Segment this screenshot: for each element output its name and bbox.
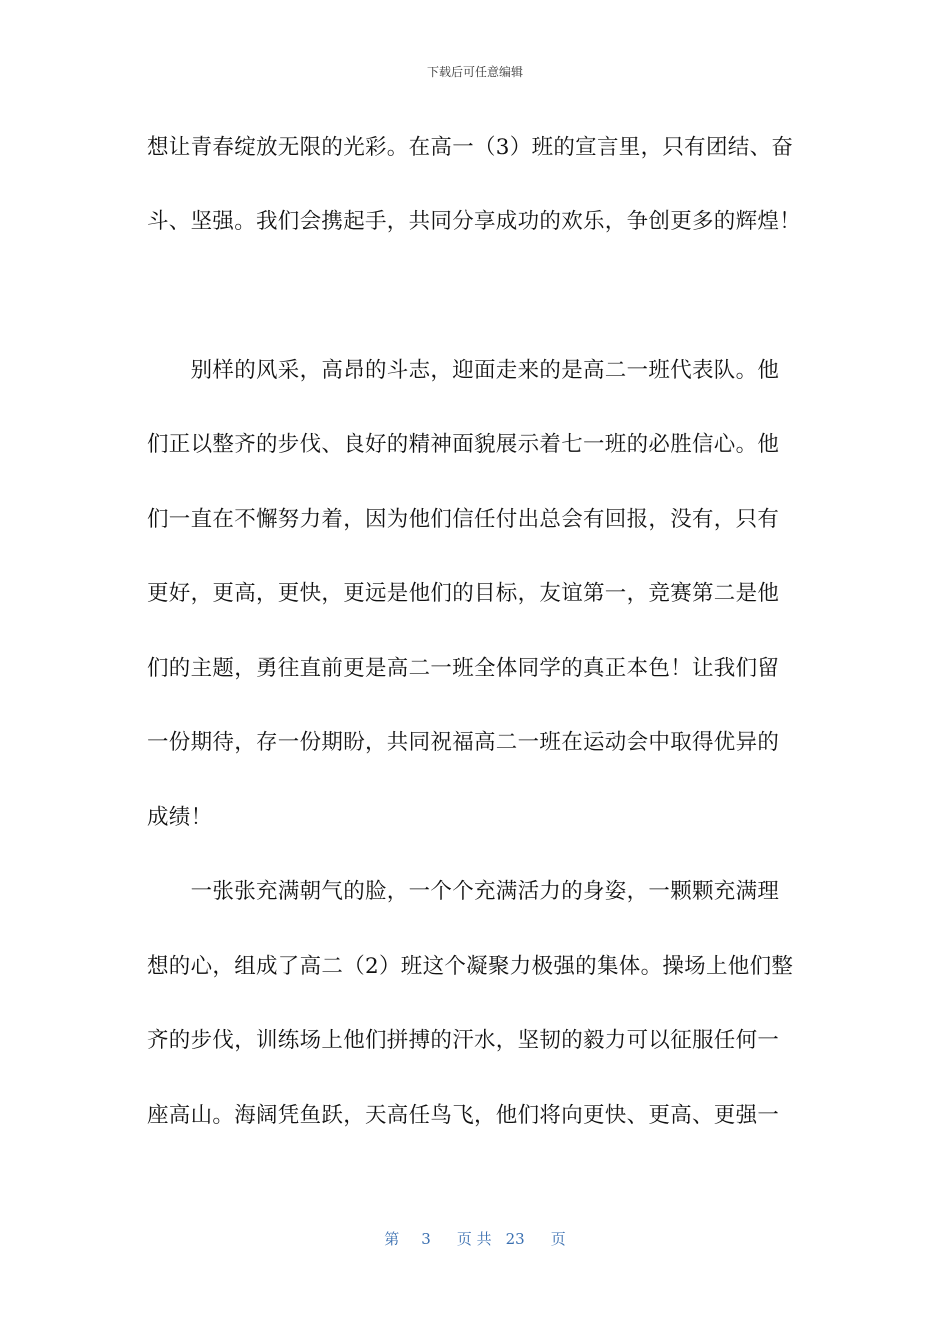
footer-total-pages: 23: [505, 1230, 525, 1248]
body-line: 们一直在不懈努力着，因为他们信任付出总会有回报，没有，只有: [147, 507, 780, 532]
body-line: 别样的风采，高昂的斗志，迎面走来的是高二一班代表队。他: [147, 358, 780, 383]
body-line: 一份期待，存一份期盼，共同祝福高二一班在运动会中取得优异的: [147, 730, 780, 755]
footer-page-number: 3: [421, 1230, 431, 1248]
body-line: 更好，更高，更快，更远是他们的目标，友谊第一，竞赛第二是他: [147, 581, 780, 606]
body-line: 想的心，组成了高二（2）班这个凝聚力极强的集体。操场上他们整: [147, 954, 794, 979]
body-line: 们的主题，勇往直前更是高二一班全体同学的真正本色！让我们留: [147, 656, 780, 681]
footer-prefix: 第: [384, 1230, 400, 1248]
body-line: 斗、坚强。我们会携起手，共同分享成功的欢乐，争创更多的辉煌！: [147, 209, 802, 234]
page-header-note: 下载后可任意编辑: [426, 65, 523, 79]
footer-middle: 页 共: [456, 1230, 492, 1248]
body-line: 想让青春绽放无限的光彩。在高一（3）班的宣言里，只有团结、奋: [147, 135, 794, 160]
footer-suffix: 页: [550, 1230, 566, 1248]
body-line: 座高山。海阔凭鱼跃，天高任鸟飞，他们将向更快、更高、更强一: [147, 1103, 780, 1128]
body-line: 齐的步伐，训练场上他们拼搏的汗水，坚韧的毅力可以征服任何一: [147, 1028, 780, 1053]
body-line: 一张张充满朝气的脸，一个个充满活力的身姿，一颗颗充满理: [147, 879, 780, 904]
body-line: 们正以整齐的步伐、良好的精神面貌展示着七一班的必胜信心。他: [147, 432, 780, 457]
body-line: 成绩！: [147, 805, 213, 830]
page-footer: [0, 1229, 950, 1249]
